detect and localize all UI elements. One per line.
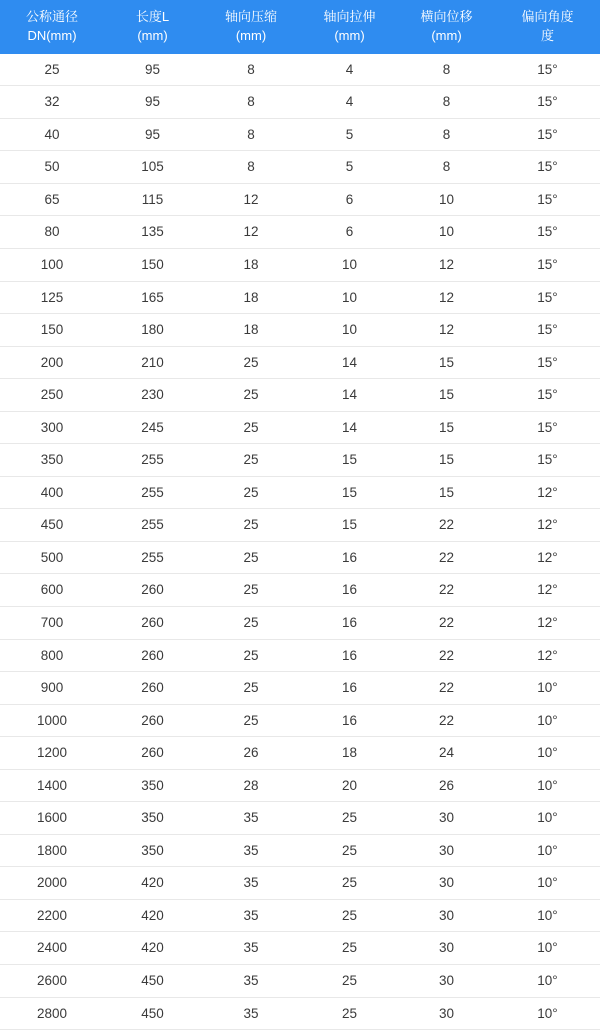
table-cell: 40 <box>0 118 104 151</box>
table-row <box>0 932 600 965</box>
table-cell: 12 <box>201 216 301 249</box>
table-cell: 15° <box>495 444 600 477</box>
table-cell: 12° <box>495 639 600 672</box>
table-cell: 10° <box>495 834 600 867</box>
table-cell: 10 <box>301 314 398 347</box>
table-cell: 25 <box>301 932 398 965</box>
table-cell: 20 <box>301 769 398 802</box>
table-cell: 8 <box>201 151 301 184</box>
table-cell: 22 <box>398 704 495 737</box>
table-cell: 15 <box>301 509 398 542</box>
table-header-row <box>0 0 600 54</box>
table-cell: 25 <box>201 672 301 705</box>
table-cell: 4 <box>301 86 398 119</box>
table-cell: 16 <box>301 672 398 705</box>
column-header-line2: (mm) <box>137 27 168 43</box>
table-cell: 10° <box>495 899 600 932</box>
table-cell: 12° <box>495 509 600 542</box>
table-cell: 6 <box>301 216 398 249</box>
table-cell: 12 <box>201 183 301 216</box>
table-cell: 8 <box>201 54 301 86</box>
table-row <box>0 541 600 574</box>
table-cell: 115 <box>104 183 201 216</box>
table-cell: 100 <box>0 248 104 281</box>
table-cell: 165 <box>104 281 201 314</box>
table-cell: 15 <box>398 346 495 379</box>
table-cell: 400 <box>0 476 104 509</box>
table-cell: 30 <box>398 867 495 900</box>
column-header-line1: 横向位移 <box>420 9 473 24</box>
table-cell: 15 <box>398 379 495 412</box>
table-row <box>0 118 600 151</box>
table-cell: 25 <box>201 444 301 477</box>
table-cell: 25 <box>201 541 301 574</box>
table-cell: 14 <box>301 411 398 444</box>
table-cell: 2800 <box>0 997 104 1030</box>
table-row <box>0 54 600 86</box>
table-row <box>0 672 600 705</box>
table-cell: 35 <box>201 932 301 965</box>
table-cell: 15° <box>495 248 600 281</box>
column-header-2 <box>201 0 301 54</box>
table-row <box>0 509 600 542</box>
table-cell: 25 <box>301 802 398 835</box>
table-cell: 200 <box>0 346 104 379</box>
table-cell: 22 <box>398 574 495 607</box>
table-cell: 26 <box>201 737 301 770</box>
table-cell: 25 <box>0 54 104 86</box>
column-header-line2: DN(mm) <box>27 27 77 43</box>
table-cell: 10 <box>301 281 398 314</box>
table-cell: 95 <box>104 86 201 119</box>
table-cell: 35 <box>201 867 301 900</box>
table-cell: 15 <box>398 476 495 509</box>
table-cell: 12° <box>495 476 600 509</box>
table-cell: 700 <box>0 606 104 639</box>
column-header-line1: 长度L <box>135 9 170 24</box>
table-cell: 22 <box>398 672 495 705</box>
table-cell: 16 <box>301 606 398 639</box>
table-cell: 26 <box>398 769 495 802</box>
table-cell: 30 <box>398 834 495 867</box>
table-row <box>0 151 600 184</box>
table-row <box>0 965 600 998</box>
table-cell: 500 <box>0 541 104 574</box>
table-cell: 10 <box>398 183 495 216</box>
table-cell: 25 <box>201 476 301 509</box>
table-row <box>0 639 600 672</box>
table-cell: 14 <box>301 379 398 412</box>
table-cell: 15° <box>495 118 600 151</box>
table-cell: 15° <box>495 281 600 314</box>
table-cell: 18 <box>201 281 301 314</box>
table-cell: 30 <box>398 932 495 965</box>
table-cell: 600 <box>0 574 104 607</box>
table-cell: 5 <box>301 151 398 184</box>
table-cell: 10° <box>495 704 600 737</box>
table-row <box>0 248 600 281</box>
table-cell: 18 <box>301 737 398 770</box>
table-cell: 18 <box>201 314 301 347</box>
table-row <box>0 411 600 444</box>
table-cell: 15° <box>495 183 600 216</box>
table-cell: 1600 <box>0 802 104 835</box>
table-body <box>0 54 600 1030</box>
table-row <box>0 281 600 314</box>
table-cell: 800 <box>0 639 104 672</box>
table-cell: 15° <box>495 346 600 379</box>
table-cell: 95 <box>104 118 201 151</box>
table-cell: 15 <box>398 411 495 444</box>
table-cell: 255 <box>104 444 201 477</box>
column-header-line1: 轴向拉伸 <box>323 9 376 24</box>
table-cell: 260 <box>104 574 201 607</box>
table-cell: 260 <box>104 737 201 770</box>
table-cell: 2200 <box>0 899 104 932</box>
table-cell: 350 <box>104 769 201 802</box>
table-cell: 210 <box>104 346 201 379</box>
table-cell: 12 <box>398 248 495 281</box>
table-cell: 8 <box>201 86 301 119</box>
table-cell: 25 <box>301 997 398 1030</box>
table-cell: 10° <box>495 769 600 802</box>
table-cell: 25 <box>201 574 301 607</box>
table-cell: 12 <box>398 281 495 314</box>
table-cell: 255 <box>104 509 201 542</box>
table-cell: 15 <box>398 444 495 477</box>
table-cell: 25 <box>201 346 301 379</box>
table-cell: 12 <box>398 314 495 347</box>
column-header-5 <box>495 0 600 54</box>
table-cell: 35 <box>201 802 301 835</box>
table-row <box>0 802 600 835</box>
table-cell: 16 <box>301 639 398 672</box>
table-cell: 260 <box>104 704 201 737</box>
column-header-line2: 度 <box>540 27 554 43</box>
table-cell: 8 <box>398 118 495 151</box>
table-cell: 50 <box>0 151 104 184</box>
table-cell: 10° <box>495 997 600 1030</box>
table-row <box>0 216 600 249</box>
table-row <box>0 997 600 1030</box>
table-cell: 125 <box>0 281 104 314</box>
table-cell: 135 <box>104 216 201 249</box>
table-cell: 25 <box>201 379 301 412</box>
table-row <box>0 346 600 379</box>
table-cell: 350 <box>0 444 104 477</box>
table-cell: 25 <box>201 639 301 672</box>
table-cell: 250 <box>0 379 104 412</box>
table-cell: 6 <box>301 183 398 216</box>
table-cell: 1400 <box>0 769 104 802</box>
table-cell: 1000 <box>0 704 104 737</box>
table-row <box>0 769 600 802</box>
table-cell: 95 <box>104 54 201 86</box>
table-cell: 255 <box>104 476 201 509</box>
column-header-line2: (mm) <box>235 27 267 43</box>
table-row <box>0 86 600 119</box>
table-cell: 10° <box>495 802 600 835</box>
column-header-4 <box>398 0 495 54</box>
table-cell: 900 <box>0 672 104 705</box>
table-cell: 80 <box>0 216 104 249</box>
table-row <box>0 704 600 737</box>
table-cell: 15° <box>495 86 600 119</box>
table-cell: 2000 <box>0 867 104 900</box>
table-cell: 22 <box>398 639 495 672</box>
table-cell: 350 <box>104 834 201 867</box>
column-header-line2: (mm) <box>334 27 365 43</box>
column-header-line1: 轴向压缩 <box>224 9 277 24</box>
table-row <box>0 476 600 509</box>
table-cell: 30 <box>398 965 495 998</box>
table-cell: 25 <box>301 899 398 932</box>
table-cell: 10° <box>495 737 600 770</box>
table-cell: 15° <box>495 314 600 347</box>
table-cell: 30 <box>398 802 495 835</box>
column-header-0 <box>0 0 104 54</box>
table-cell: 420 <box>104 867 201 900</box>
table-cell: 15° <box>495 379 600 412</box>
table-cell: 450 <box>104 965 201 998</box>
table-cell: 450 <box>0 509 104 542</box>
table-cell: 65 <box>0 183 104 216</box>
table-cell: 24 <box>398 737 495 770</box>
table-cell: 22 <box>398 606 495 639</box>
table-cell: 18 <box>201 248 301 281</box>
table-row <box>0 867 600 900</box>
table-cell: 105 <box>104 151 201 184</box>
table-cell: 1800 <box>0 834 104 867</box>
table-row <box>0 183 600 216</box>
table-cell: 25 <box>201 509 301 542</box>
table-cell: 255 <box>104 541 201 574</box>
table-cell: 15° <box>495 411 600 444</box>
column-header-line2: (mm) <box>431 27 462 43</box>
table-cell: 245 <box>104 411 201 444</box>
table-cell: 300 <box>0 411 104 444</box>
table-cell: 180 <box>104 314 201 347</box>
table-cell: 4 <box>301 54 398 86</box>
table-row <box>0 314 600 347</box>
table-cell: 30 <box>398 899 495 932</box>
table-cell: 5 <box>301 118 398 151</box>
table-cell: 14 <box>301 346 398 379</box>
table-cell: 25 <box>201 606 301 639</box>
table-cell: 35 <box>201 965 301 998</box>
table-cell: 150 <box>0 314 104 347</box>
table-cell: 35 <box>201 834 301 867</box>
table-cell: 25 <box>201 704 301 737</box>
table-cell: 10 <box>301 248 398 281</box>
table-header <box>0 0 600 54</box>
table-cell: 12° <box>495 541 600 574</box>
table-cell: 8 <box>398 86 495 119</box>
table-cell: 35 <box>201 997 301 1030</box>
table-cell: 12° <box>495 606 600 639</box>
table-cell: 10° <box>495 965 600 998</box>
table-row <box>0 899 600 932</box>
table-cell: 25 <box>201 411 301 444</box>
table-row <box>0 737 600 770</box>
table-cell: 10 <box>398 216 495 249</box>
table-cell: 22 <box>398 509 495 542</box>
table-cell: 150 <box>104 248 201 281</box>
table-cell: 22 <box>398 541 495 574</box>
table-cell: 16 <box>301 704 398 737</box>
table-cell: 10° <box>495 672 600 705</box>
table-cell: 420 <box>104 932 201 965</box>
table-cell: 15 <box>301 476 398 509</box>
table-cell: 10° <box>495 932 600 965</box>
column-header-line1: 偏向角度 <box>521 9 574 24</box>
table-cell: 15 <box>301 444 398 477</box>
table-cell: 25 <box>301 834 398 867</box>
table-cell: 420 <box>104 899 201 932</box>
table-cell: 25 <box>301 965 398 998</box>
table-cell: 35 <box>201 899 301 932</box>
table-cell: 8 <box>398 151 495 184</box>
table-cell: 32 <box>0 86 104 119</box>
column-header-3 <box>301 0 398 54</box>
table-cell: 16 <box>301 541 398 574</box>
table-row <box>0 444 600 477</box>
table-cell: 450 <box>104 997 201 1030</box>
table-cell: 15° <box>495 151 600 184</box>
table-cell: 2600 <box>0 965 104 998</box>
table-cell: 28 <box>201 769 301 802</box>
column-header-1 <box>104 0 201 54</box>
table-cell: 15° <box>495 216 600 249</box>
table-cell: 230 <box>104 379 201 412</box>
column-header-line1: 公称通径 <box>25 9 78 24</box>
table-cell: 16 <box>301 574 398 607</box>
table-cell: 25 <box>301 867 398 900</box>
table-cell: 15° <box>495 54 600 86</box>
table-row <box>0 834 600 867</box>
table-cell: 1200 <box>0 737 104 770</box>
table-row <box>0 606 600 639</box>
table-row <box>0 574 600 607</box>
table-cell: 350 <box>104 802 201 835</box>
table-cell: 30 <box>398 997 495 1030</box>
table-cell: 2400 <box>0 932 104 965</box>
table-cell: 10° <box>495 867 600 900</box>
table-cell: 260 <box>104 672 201 705</box>
table-cell: 8 <box>398 54 495 86</box>
table-cell: 8 <box>201 118 301 151</box>
table-cell: 260 <box>104 606 201 639</box>
table-cell: 260 <box>104 639 201 672</box>
table-row <box>0 379 600 412</box>
table-cell: 12° <box>495 574 600 607</box>
